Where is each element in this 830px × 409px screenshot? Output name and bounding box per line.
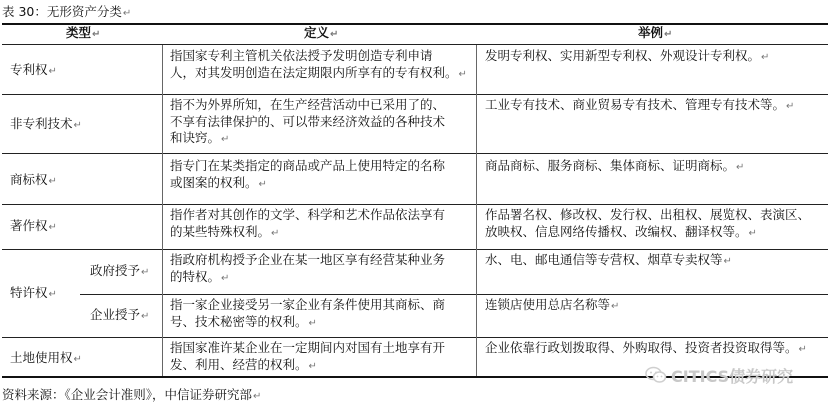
row-subtype-enterprise: 企业授予↵ xyxy=(90,307,150,322)
row-subtype-government: 政府授予↵ xyxy=(90,263,150,278)
row-definition-trademark: 指专门在某类指定的商品或产品上使用特定的名称 或图案的权利。↵ xyxy=(170,158,446,190)
row-type-franchise: 特许权↵ xyxy=(10,285,57,300)
row-type-copyright: 著作权↵ xyxy=(10,218,57,233)
row-examples-patent: 发明专利权、实用新型专利权、外观设计专利权。↵ xyxy=(485,48,770,63)
row-examples-know-how: 工业专有技术、商业贸易专有技术、管理专有技术等。↵ xyxy=(485,97,795,112)
watermark xyxy=(645,364,793,386)
paragraph-mark: ↵ xyxy=(122,8,132,19)
header-definition: 定义↵ xyxy=(304,25,339,40)
intangible-assets-table xyxy=(2,23,828,378)
column-divider xyxy=(476,45,477,376)
paragraph-mark: ↵ xyxy=(253,391,262,402)
row-type-land-use: 土地使用权↵ xyxy=(10,350,82,365)
row-examples-trademark: 商品商标、服务商标、集体商标、证明商标。↵ xyxy=(485,158,745,173)
row-rule xyxy=(2,204,828,205)
header-rule xyxy=(2,44,828,45)
caption-text: 表 30：无形资产分类 xyxy=(2,4,122,19)
subrow-rule xyxy=(80,294,828,295)
row-examples-enterprise: 连锁店使用总店名称等↵ xyxy=(485,297,620,312)
row-definition-enterprise: 指一家企业接受另一家企业有条件使用其商标、商 号、技术秘密等的权利。↵ xyxy=(170,297,446,329)
row-rule xyxy=(2,94,828,95)
source-text: 资料来源：《企业会计准则》，中信证券研究部 xyxy=(2,387,253,402)
row-type-trademark: 商标权↵ xyxy=(10,172,57,187)
row-examples-land-use: 企业依靠行政划拨取得、外购取得、投资者投资取得等。↵ xyxy=(485,340,807,355)
row-examples-copyright: 作品署名权、修改权、发行权、出租权、展览权、表演区、 放映权、信息网络传播权、改编权、翻译权等。↵ xyxy=(485,207,811,239)
column-divider xyxy=(162,45,163,376)
row-type-know-how: 非专利技术↵ xyxy=(10,116,82,131)
row-definition-copyright: 指作者对其创作的文学、科学和艺术作品依法享有 的某些特殊权利。↵ xyxy=(170,207,446,239)
row-rule xyxy=(2,249,828,250)
row-definition-patent: 指国家专利主管机关依法授予发明创造专利申请 人，对其发明创造在法定期限内所享有的专有权利。↵ xyxy=(170,48,467,80)
watermark-text: CITICS债券研究 xyxy=(671,366,794,386)
row-definition-know-how: 指不为外界所知，在生产经营活动中已采用了的、 不享有法律保护的、可以带来经济效益的各种技术 和诀窍。↵ xyxy=(170,97,446,145)
row-rule xyxy=(2,153,828,154)
wechat-icon xyxy=(645,366,667,384)
row-rule xyxy=(2,337,828,338)
row-definition-government: 指政府机构授予企业在某一地区享有经营某种业务 的特权。↵ xyxy=(170,252,446,284)
table-caption xyxy=(2,2,131,20)
table-top-rule xyxy=(2,23,828,25)
header-examples: 举例↵ xyxy=(638,25,673,40)
source-note xyxy=(2,385,261,403)
row-type-patent: 专利权↵ xyxy=(10,62,57,77)
row-examples-government: 水、电、邮电通信等专营权、烟草专卖权等↵ xyxy=(485,252,732,267)
row-definition-land-use: 指国家准许某企业在一定期间内对国有土地享有开 发、利用、经营的权利。↵ xyxy=(170,340,446,372)
header-type: 类型↵ xyxy=(66,25,101,40)
